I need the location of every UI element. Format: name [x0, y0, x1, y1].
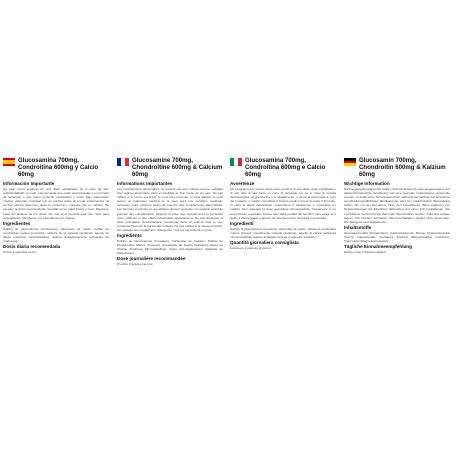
flag-italy-icon	[230, 158, 242, 166]
flag-spain-icon	[3, 158, 15, 166]
dose-text: Nehmen Sie 2 Kapseln täglich.	[344, 250, 387, 255]
ingredients-heading: Ingredientes	[3, 220, 31, 226]
info-text: Nahrungsergänzungsmittel sollten nicht als Ersatz für eine ausgewogene und abwechslungsreiche Ernährung und eine gesunde Lebensweise verwendet werden. Im Falle einer Schwangerschaft, während der Stillzeit, bei Einnahme verschreibungspflichtiger Medikamente oder bei medizinischer Behandlung sollten Sie vor der Einnahme Ihren Arzt konsultieren. Beim Auftreten von Nebenwirkungen die Einnahme abbrechen und einen Arzt kontaktieren. Die empfohlene Verzehrmenge darf nicht überschritten werden. Kühl und trocken lagern. Von Kindern fernhalten. Bei beschädigtem Siegel nicht verwenden. Die Allergene sind fettgedruckt.	[344, 187, 450, 224]
column-spanish	[3, 157, 109, 254]
flag-france-icon	[117, 158, 129, 166]
info-heading: Wichtige Information	[344, 181, 390, 186]
info-text: No usar como sustituto de una dieta equilibrada. Si el sello ha sido quitado/dañado, no usar. Las personas que estén embarazadas o en período de lactancia, o que estén tomando medicación o estén bajo supervisión médica, deberían consultar con un médico antes de tomar suplementos. Si se dan efectos adversos, dejar su consumo y consulte con un médico. No exceder la dosis recomendada. Guardar en un lugar fresco y seco. Mantener fuera del alcance de los niños. No usar si el precinto está roto. Apto para vegetarianos. Alérgenos: ver ingredientes en negrita.	[3, 187, 109, 220]
dose-heading: Quantità giornaliera consigliata	[230, 240, 299, 246]
dose-text: Assumere 2 capsule al giorno.	[230, 246, 272, 251]
info-text: Gli integratori non vanno intesi come sostituti di una dieta varia, equilibrata e di uno stile di vita sano. In caso di patologie e/o se in stato di terapia farmacologica, di gravidanza o in allattamento, o prima di interrompere l'uso del prodotto, è meglio consultare il proprio medico prima di usare il prodotto. In caso di effetti indesiderati, sospendere il trattamento e consultare un medico. Non superare la dose giornaliera raccomandata. Conservare in un luogo fresco e asciutto. Tenere fuori dalla portata dei bambini. Non usare se il sigillo è danneggiato o aperto. Gli allergeni sono segnalati in grassetto.	[230, 187, 336, 220]
ingredients-heading: Ingredienti	[230, 220, 254, 226]
column-header	[117, 157, 223, 178]
ingredients-text: Sulfate de Glucosamine (Crustacé), Carbonate de Calcium, Sulfate de Chondroïtine Marine (Poisson), Enveloppe de Gélule (Gélatine), Agent de Charge (Cellulose Microcristalline), Agent Anti-Agglomérant (Stéarate de Magnésium).	[117, 239, 223, 256]
ingredients-text: Sulfato de glucosamina (crustáceos), carbonato de calcio, sulfato de condroitina marina (pescado), cubierta de la cápsula (gelatina), agente de carga (celulosa microcristalina), agente antiaglomerante (estearato de magnesio).	[3, 226, 109, 244]
column-french	[117, 157, 223, 267]
column-german	[344, 157, 450, 254]
ingredients-text: Solfato di glucosamina (crostacei), carbonato di calcio, solfato di condroitina marina (pesce), rivestimento capsula (gelatina), agente di carica (cellulosa microcristallina), agente antiagglomerante (magnesio stearato).	[230, 226, 336, 239]
info-heading: Avvertenze	[230, 181, 255, 186]
info-text: Les compléments alimentaires ne doivent pas être utilisés comme substitut d'un régime alimentaire varié et équilibré et d'un mode de vie sain. Ne pas utiliser si le sceau est brisé. Si vous êtes enceinte, si vous allaitez, si vous suivez un traitement médical ou si vous avez une condition médicale, consultez votre médecin avant de prendre des compléments alimentaires. Les femmes enceintes ou qui allaitent doivent consulter un médecin avant de prendre des compléments. Stoppez la prise des compléments et consultez votre médecin si des effets indésirables apparaissent. Ne pas dépasser la dose journalière recommandée. Conserver dans un endroit frais et sec. Conservez hors de la portée des enfants. Ne pas utiliser si le sceau est brisé. Non adapté aux végétariens. Allergènes : voir les ingrédients en gras.	[117, 187, 223, 232]
info-heading: Información Importante	[3, 181, 55, 186]
column-header	[344, 157, 450, 178]
dose-text: Tomar 2 cápsulas al día.	[3, 250, 37, 255]
ingredients-heading: Inhaltsstoffe	[344, 224, 372, 230]
dose-heading: Dose journalière recommandée	[117, 256, 186, 262]
column-header	[230, 157, 336, 178]
product-title: Glucosamine 700mg, Chondroïtine 600mg & Calcium 60mg	[132, 157, 223, 178]
product-title: Glucosamina 700mg, Condroitina 600mg e Calcio 60mg	[245, 157, 326, 178]
column-italian	[230, 157, 336, 250]
dose-text: Prendre 2 gélules par jour.	[117, 262, 154, 267]
ingredients-heading: Ingrédients	[117, 233, 142, 239]
ingredients-text: Glucosaminsulfat (Krustentiere), Kalziumkarbonat, Marine Chondroitinsulfat (Fisch), Kapselschale (Gelatine), Füllstoff (Mikrokristalline Cellulose), Trennmittel (Magnesiumstearat).	[344, 230, 450, 244]
product-title: Glucosamina 700mg, Condroitina 600mg y Calcio 60mg	[18, 157, 99, 178]
flag-germany-icon	[344, 158, 356, 166]
dose-heading: Dosis diaria recomendada	[3, 244, 61, 250]
column-header	[3, 157, 109, 178]
info-heading: Informations Importantes	[117, 181, 173, 186]
dose-heading: Tägliche Einnahmeempfehlung	[344, 244, 412, 250]
product-title: Glucosamin 700mg, Chondroitin 600mg & Kalzium 60mg	[359, 157, 446, 178]
